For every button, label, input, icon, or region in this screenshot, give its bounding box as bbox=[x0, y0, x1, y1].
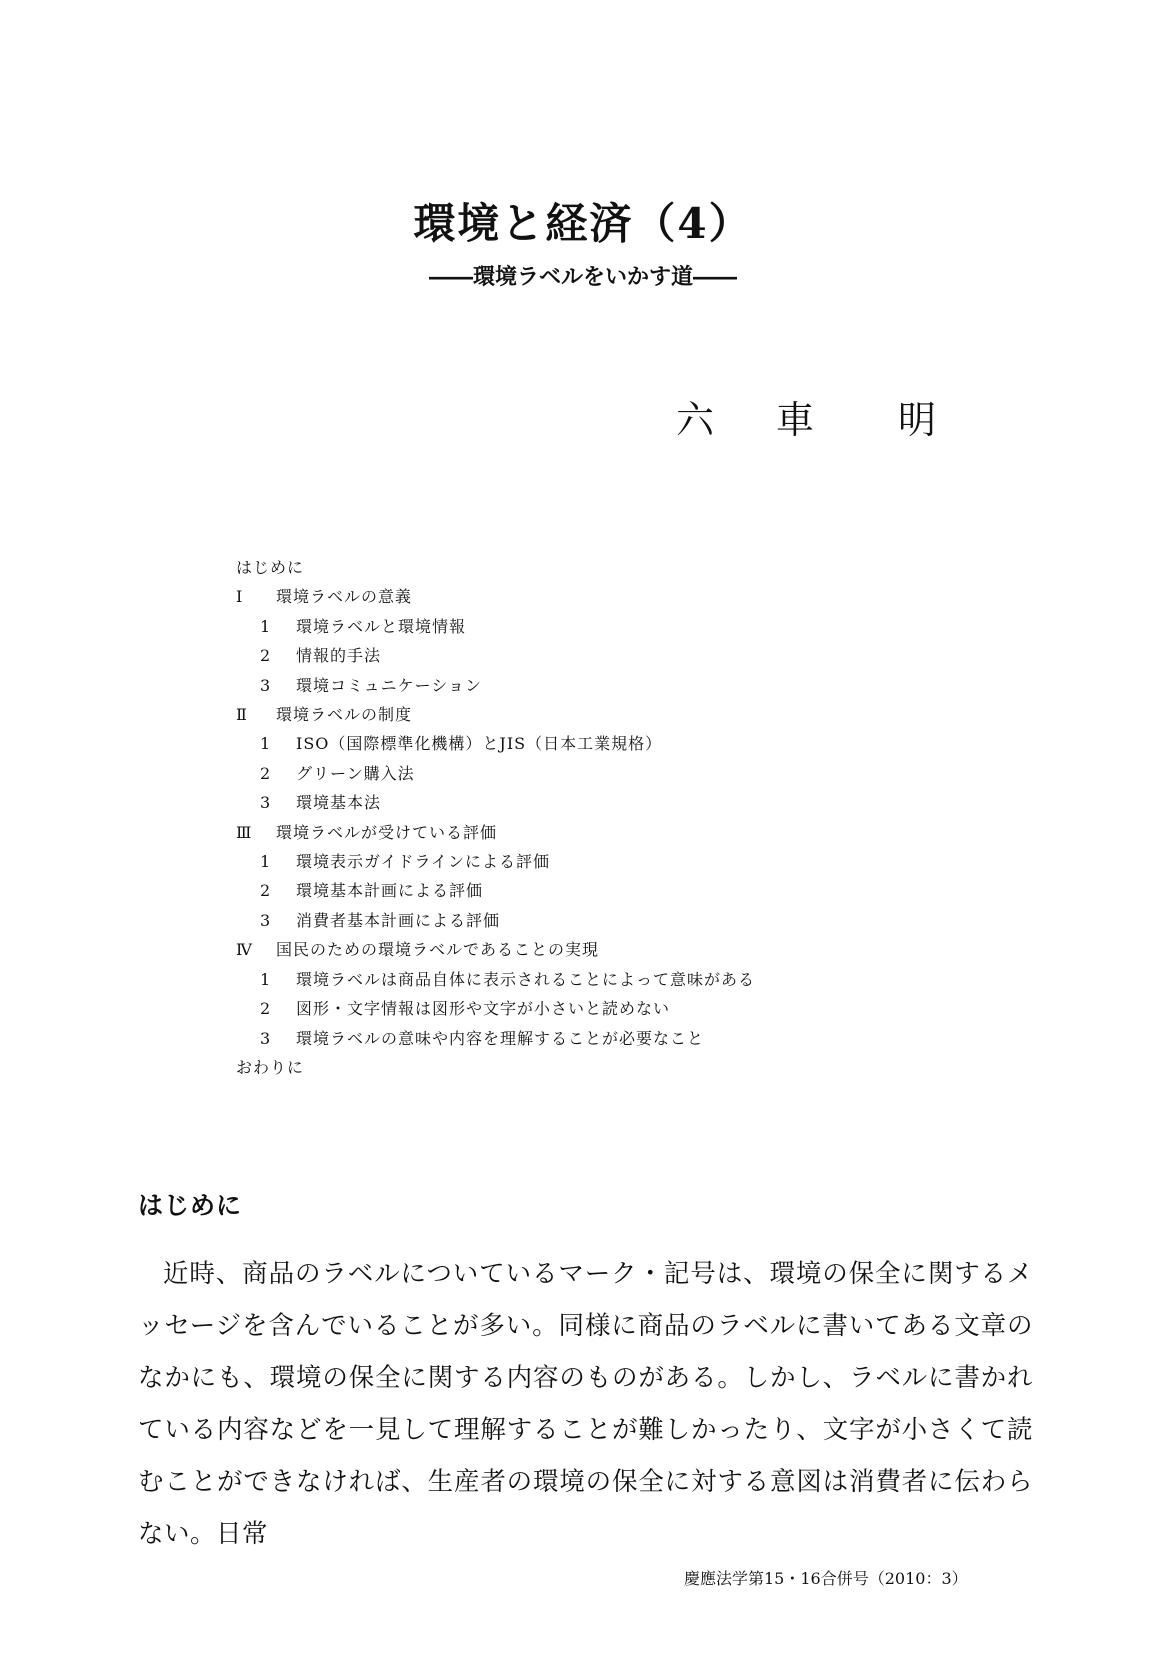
toc-item-number: 1 bbox=[260, 852, 272, 872]
toc-item bbox=[236, 788, 755, 817]
toc-item-label: グリーン購入法 bbox=[296, 763, 415, 783]
toc-item-number: 2 bbox=[260, 646, 272, 666]
toc-item bbox=[236, 700, 755, 729]
toc-item-label: はじめに bbox=[236, 558, 305, 577]
author-char-2: 車 bbox=[776, 398, 815, 442]
toc-item-number: Ⅲ bbox=[236, 822, 253, 842]
toc-item-label: ISO（国際標準化機構）とJIS（日本工業規格） bbox=[296, 734, 663, 754]
paper-subtitle: ――環境ラベルをいかす道―― bbox=[428, 264, 737, 290]
author-char-1: 六 bbox=[676, 398, 715, 442]
toc-item bbox=[236, 759, 755, 788]
toc-item-label: 環境ラベルが受けている評価 bbox=[276, 822, 498, 842]
toc-item-label: 環境ラベルの制度 bbox=[276, 705, 413, 725]
toc-item-number: 3 bbox=[260, 910, 272, 930]
toc-item-label: おわりに bbox=[236, 1057, 305, 1077]
toc-item bbox=[236, 906, 755, 935]
toc-item-number: 3 bbox=[260, 675, 272, 695]
toc-item bbox=[236, 847, 755, 876]
toc-item-label: 国民のための環境ラベルであることの実現 bbox=[276, 940, 600, 960]
paper-title: 環境と経済（4） bbox=[413, 199, 753, 248]
toc-item bbox=[236, 582, 755, 611]
toc-item bbox=[236, 935, 755, 964]
body-paragraph: 近時、商品のラベルについているマーク・記号は、環境の保全に関するメッセージを含んでいることが多い。同様に商品のラベルに書いてある文章のなかにも、環境の保全に関する内容のものがある。しかし、ラベルに書かれている内容などを一見して理解することが難しかったり、文字が小さくて読むことができなければ、生産者の環境の保全に対する意図は消費者に伝わらない。日常 bbox=[138, 1259, 1033, 1549]
toc-item bbox=[236, 641, 755, 670]
toc-item bbox=[236, 876, 755, 905]
toc-item-number: 2 bbox=[260, 999, 272, 1019]
toc-item bbox=[236, 729, 755, 758]
toc-item-number: 2 bbox=[260, 763, 272, 783]
toc-item-label: 環境コミュニケーション bbox=[296, 675, 483, 695]
section-heading: はじめに bbox=[138, 1191, 243, 1220]
toc-item bbox=[236, 671, 755, 700]
toc-item-label: 消費者基本計画による評価 bbox=[296, 910, 501, 930]
table-of-contents bbox=[236, 553, 755, 1082]
author-char-3: 明 bbox=[898, 398, 937, 442]
toc-item bbox=[236, 965, 755, 994]
journal-footer: 慶應法学第15・16合併号（2010：3） bbox=[684, 1569, 968, 1588]
toc-item-label: 環境表示ガイドラインによる評価 bbox=[296, 852, 551, 872]
toc-item bbox=[236, 1024, 755, 1053]
toc-item-label: 環境ラベルは商品自体に表示されることによって意味がある bbox=[296, 969, 756, 989]
toc-item-label: 情報的手法 bbox=[296, 646, 382, 666]
toc-item-number: 1 bbox=[260, 969, 272, 989]
toc-item-label: 図形・文字情報は図形や文字が小さいと読めない bbox=[296, 999, 671, 1019]
toc-item-number: 3 bbox=[260, 793, 272, 813]
toc-item-number: 2 bbox=[260, 881, 272, 901]
toc-item-label: 環境基本法 bbox=[296, 793, 382, 813]
toc-item-label: 環境基本計画による評価 bbox=[296, 881, 484, 901]
toc-item-number: 1 bbox=[260, 616, 272, 636]
toc-item-number: 3 bbox=[260, 1028, 272, 1048]
toc-item-label: 環境ラベルと環境情報 bbox=[296, 616, 467, 636]
toc-item-number: Ⅰ bbox=[236, 587, 244, 607]
toc-item-number: Ⅱ bbox=[236, 705, 248, 725]
toc-item bbox=[236, 818, 755, 847]
toc-item-label: 環境ラベルの意味や内容を理解することが必要なこと bbox=[296, 1028, 705, 1048]
toc-item bbox=[236, 612, 755, 641]
toc-item bbox=[236, 1053, 755, 1082]
toc-item bbox=[236, 553, 755, 582]
toc-item bbox=[236, 994, 755, 1023]
toc-item-number: 1 bbox=[260, 734, 272, 754]
toc-item-label: 環境ラベルの意義 bbox=[276, 587, 413, 607]
toc-item-number: Ⅳ bbox=[236, 940, 253, 960]
